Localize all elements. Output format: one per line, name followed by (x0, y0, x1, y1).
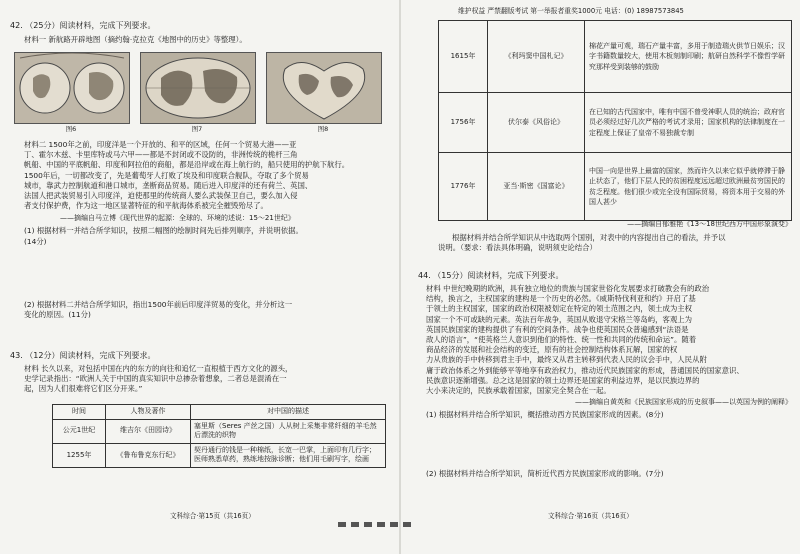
cell-time: 1776年 (439, 153, 488, 221)
q42-m2-line: 者支付保护费，作为这一地区显著特征的和平航海体系被完全摧毁殆尽了。 (24, 201, 268, 211)
map-caption-7: 图7 (191, 125, 203, 133)
q42-m2-line: 丁、霍尔木兹、卡里库特或马六甲——都是不封闭或不设防的，非洲传统的桅杆三角 (24, 150, 298, 160)
q44-m-line: 敌人的语言”，“使英格兰人意识到他们的特性、统一性和共同的传统和命运”。随着 (426, 335, 697, 345)
table-row (53, 419, 386, 443)
q42-material2 (24, 140, 386, 211)
page-dots (338, 512, 416, 531)
cell-work: 亚当·斯密《国富论》 (488, 153, 585, 221)
cell-work: 《鲁布鲁克东行纪》 (106, 443, 191, 467)
q43-q-line: 说明。（要求：看法具体明确，说明须史论结合） (438, 243, 597, 253)
cell-time: 1756年 (439, 93, 488, 153)
table-header-row (53, 405, 386, 420)
map-figure-7 (140, 52, 256, 124)
double-hemisphere-map (15, 53, 129, 123)
q42-q2-line: 变化的原因。(11分) (24, 310, 91, 320)
cell-work: 维吉尔《田园诗》 (106, 419, 191, 443)
q42-question-2 (24, 300, 386, 320)
q42-question-1-points: (14分) (24, 237, 47, 246)
map-caption-6: 图6 (65, 125, 77, 133)
q44-question-2: (2) 根据材料并结合所学知识，简析近代西方民族国家形成的影响。(7分) (426, 469, 664, 478)
q44-source: ——摘编自黄英和《民族国家形成的历史叙事——以英国为例的阐释》 (575, 398, 792, 406)
q42-m2-line: 城市，靠武力控制航道和港口城市，垄断商品贸易。随后进入印度洋的还有荷兰、英国、 (24, 180, 313, 190)
q44-m-line: 结构，换言之，主权国家的建构是一个历史的必然。《威斯特伐利亚和约》开启了基 (426, 294, 696, 304)
dot-marker (364, 522, 372, 527)
cell-desc: 契丹通行的钱是一种棉纸，长宽一巴掌，上面印有几行字；医师熟悉草药，熟练地按脉诊断；他们用毛刷写字，绘画 (191, 443, 386, 467)
q44-m-line: 大小来决定的，民族承载着国家，国家完全契合在一起。 (426, 386, 611, 396)
q44-m-line: 民族意识逐渐增强。总之这是国家的领土边界还是国家的利益边界，是以民族边界的 (426, 375, 700, 385)
map-caption-8: 图8 (317, 125, 329, 133)
q43-m-line: 材料 长久以来，对包括中国在内的东方的向往和追忆一直根植于西方文化的源头， (24, 364, 293, 373)
col-header-time: 时间 (53, 405, 106, 420)
q42-title: 42. （25分）阅读材料，完成下列要求。 (10, 21, 156, 30)
dot-marker (351, 522, 359, 527)
q43-q-line: 根据材料并结合所学知识从中选取两个国别，对表中的内容提出自己的看法，并予以 (452, 233, 726, 242)
q44-m-line: 材料 中世纪晚期的欧洲，具有独立地位的贵族与国家世俗化发展要求打破教会有的政治 (426, 284, 710, 293)
q43-m-line: 起，因为人们很难将它们区分开来。” (24, 384, 143, 394)
q44-m-line: 于领土的主权国家，国家的政治权限被划定在特定的领土范围之内，领土成为主权 (426, 304, 693, 314)
heart-projection-map (267, 53, 381, 123)
map-figure-8 (266, 52, 382, 124)
q43-source: ——摘编自郁雅艳《13～18世纪西方中国形象演变》 (627, 220, 792, 228)
q43-question (438, 233, 794, 253)
dot-marker (338, 522, 346, 527)
oval-world-map (141, 53, 255, 123)
q42-m2-line: 1500年后，一切都改变了，先是葡萄牙人打败了埃及和印度联合舰队，夺取了多个贸易 (24, 170, 309, 180)
q44-title: 44. （15分）阅读材料，完成下列要求。 (418, 271, 564, 280)
table-row (439, 21, 792, 93)
q44-m-line: 国家一个不可或缺的元素。英法百年战争，英国从败退守宋格兰等岛屿，客观上为 (426, 314, 693, 324)
cell-desc: 中国一向是世界上最富的国家，然而许久以来它似乎就停滞于静止状态了，他们下层人民的贫困程度远远超过欧洲最贫穷国民的贫乏程度。他们很少或完全没有国际贸易，将资本用于交易的外国人甚少 (585, 153, 792, 221)
q43-title: 43. （12分）阅读材料，完成下列要求。 (10, 351, 156, 360)
dot-marker (390, 522, 398, 527)
map-figure-6 (14, 52, 130, 124)
cell-desc: 棉花产量可观，瑞石产量丰富，多用于制造瑞火供节日娱乐；汉字书籍数量较大，使用木板刻制印刷；航研自然科学不像哲学研究那样受到装够的鼓励 (585, 21, 792, 93)
q43-material (24, 364, 386, 395)
q43-table-left (52, 404, 386, 468)
q42-q2-line: (2) 根据材料二并结合所学知识，指出1500年前后印度洋贸易的变化，并分析这一 (24, 300, 293, 309)
q42-m2-line: 法国人把武装贸易引入印度洋，迫使那里的传统商人要么武装保卫自己，要么加入侵 (24, 191, 298, 201)
table-row (439, 153, 792, 221)
q42-m2-line: 帆船、中国的平底帆船、印度和阿拉伯的商船，都是沿岸或在海上航行的，船只使用的护航下航行。 (24, 160, 350, 170)
q43-table-right (438, 20, 792, 221)
cell-time: 1255年 (53, 443, 106, 467)
q44-material (426, 284, 794, 396)
footer-right: 文科综合·第16页（共16页） (548, 512, 633, 520)
col-header-work: 人物及著作 (106, 405, 191, 420)
cell-time: 1615年 (439, 21, 488, 93)
cell-desc: 塞里斯（Seres 产丝之国）人从树上采集非常纤细的羊毛然后漂洗的织物 (191, 419, 386, 443)
page-fold (399, 0, 401, 554)
footer-left: 文科综合·第15页（共16页） (170, 512, 255, 520)
q44-m-line: 力从贵族的手中转移到君主手中，最终又从君主转移到代表人民的议会手中，人民从附 (426, 355, 707, 365)
col-header-desc: 对中国的描述 (191, 405, 386, 420)
q42-source: ——摘编自马立博《现代世界的起源：全球的、环境的述说：15～21世纪》 (60, 214, 295, 222)
dot-marker (377, 522, 385, 527)
q42-material1: 材料一 新航路开辟地图（摘约翰·克拉克《地图中的历史》等整理）。 (24, 35, 247, 44)
table-row (53, 443, 386, 467)
cell-desc: 在已知的古代国家中，唯有中国不曾受神职人员的统治；政府官员必须经过好几次严格的考试才录用；国家机构的法律制度在一定程度上保证了皇帝不易独裁专制 (585, 93, 792, 153)
cell-work: 《利玛窦中国札记》 (488, 21, 585, 93)
q44-m-line: 庸于政治体系之外到能够平等地享有政治权力，推动近代民族国家的形成，普通国民的国家意识、 (426, 365, 744, 375)
table-row (439, 93, 792, 153)
header-notice: 维护权益 严禁翻版考试 第一举报者重奖1000元 电话：(0) 18987573845 (458, 7, 684, 15)
q42-m2-line: 材料二 1500年之前，印度洋是一个开放的、和平的区域，任何一个贸易大港——亚 (24, 140, 297, 149)
q44-question-1: (1) 根据材料并结合所学知识，概括推动西方民族国家形成的因素。(8分) (426, 410, 664, 419)
dot-marker (403, 522, 411, 527)
maps-row (14, 52, 384, 132)
q44-m-line: 商品经济的发展和社会结构的变迁，原有的社会控制结构体系瓦解，国家的权 (426, 345, 678, 355)
cell-work: 伏尔泰《风俗论》 (488, 93, 585, 153)
cell-time: 公元1世纪 (53, 419, 106, 443)
q43-m-line: 史学记录指出：“欧洲人关于中国的真实知识中总掺杂着想象，二者总是混淆在一 (24, 374, 287, 384)
q42-question-1: (1) 根据材料一并结合所学知识，按照二幅图的绘制时间先后排列顺序，并说明依据。 (24, 226, 303, 235)
q44-m-line: 英国民族国家的建构提供了有利的空间条件。战争也使英国民众普遍感到“法语是 (426, 324, 689, 334)
